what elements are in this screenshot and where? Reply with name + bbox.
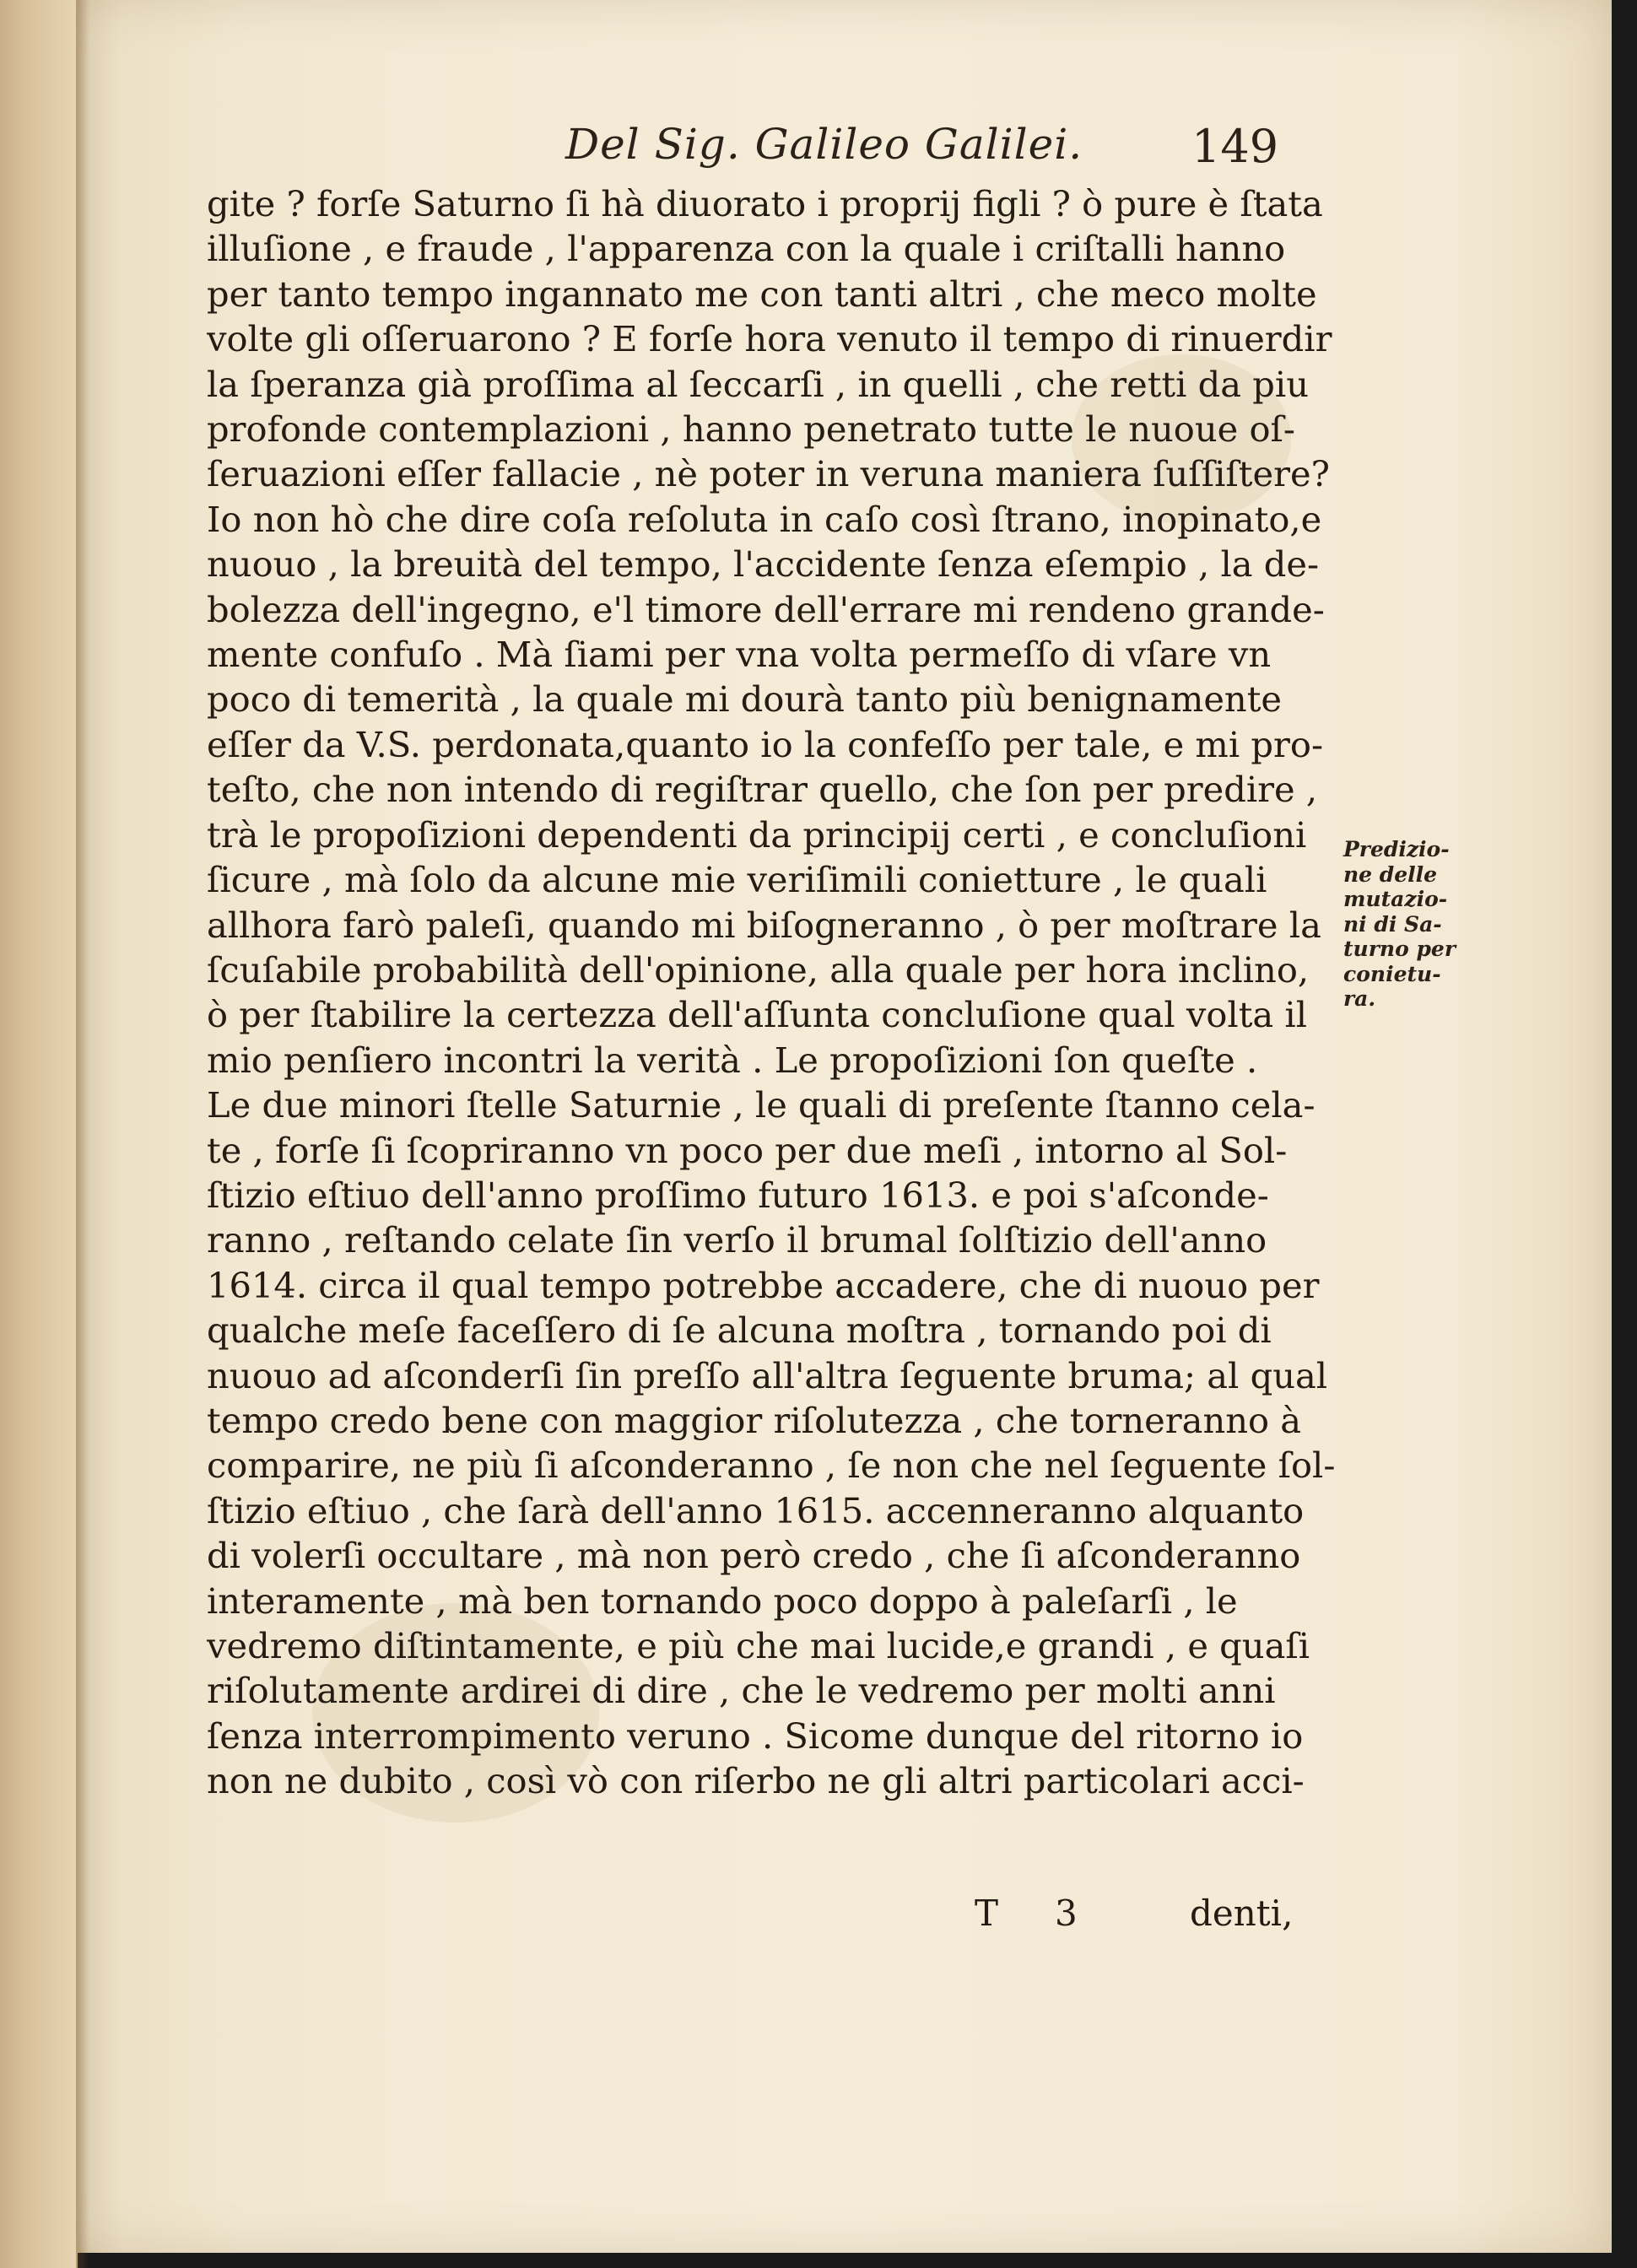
text-line: eſſer da V.S. perdonata,quanto io la confeſſo per tale, e mi pro- <box>207 723 1323 765</box>
text-line: mente confuſo . Mà ſiami per vna volta permeſſo di vſare vn <box>207 634 1272 676</box>
text-line: la ſperanza già proſſima al ſeccarſi , in quelli , che retti da piu <box>207 363 1310 405</box>
catchword: denti, <box>1190 1893 1294 1934</box>
text-line: riſolutamente ardirei di dire , che le vedremo per molti anni <box>207 1670 1276 1712</box>
margin-note <box>1343 837 1495 1012</box>
text-line: comparire, ne più ſi aſconderanno , ſe non che nel ſeguente ſol- <box>207 1444 1336 1487</box>
text-line: ſcuſabile probabilità dell'opinione, alla quale per hora inclino, <box>207 948 1310 991</box>
body-text <box>207 181 1354 1804</box>
text-line: Io non hò che dire coſa reſoluta in caſo così ſtrano, inopinato,e <box>207 498 1322 540</box>
text-line: allhora farò paleſi, quando mi biſogneranno , ò per moſtrare la <box>207 904 1321 946</box>
text-line: nuouo , la breuità del tempo, l'accidente ſenza eſempio , la de- <box>207 543 1320 586</box>
text-line: vedremo diſtintamente, e più che mai lucide,e grandi , e quaſi <box>207 1625 1310 1666</box>
text-line: mio penſiero incontri la verità . Le propoſizioni ſon queſte . <box>207 1039 1258 1081</box>
margin-note-line: turno per <box>1343 937 1456 961</box>
margin-note-line: Predizio- <box>1343 837 1450 861</box>
text-line: illuſione , e fraude , l'apparenza con la quale i criſtalli hanno <box>207 228 1286 270</box>
text-line: teſto, che non intendo di regiſtrar quello, che ſon per predire , <box>207 769 1318 811</box>
text-line: tempo credo bene con maggior riſolutezza , che torneranno à <box>207 1399 1302 1441</box>
text-line: ſtizio eſtiuo dell'anno proſſimo futuro 1613. e poi s'aſconde- <box>207 1174 1269 1216</box>
text-line: Le due minori ſtelle Saturnie , le quali di preſente ſtanno cela- <box>207 1084 1316 1126</box>
text-line: poco di temerità , la quale mi dourà tanto più benignamente <box>207 678 1283 721</box>
text-line: non ne dubito , così vò con riſerbo ne gli altri particolari acci- <box>207 1760 1305 1802</box>
margin-note-line: ni di Sa- <box>1343 911 1442 937</box>
margin-note-line: mutazio- <box>1343 887 1448 911</box>
margin-note-line: conietu- <box>1343 961 1441 986</box>
running-head: Del Sig. Galileo Galilei. <box>565 120 1083 169</box>
text-line: 1614. circa il qual tempo potrebbe accadere, che di nuouo per <box>207 1264 1320 1306</box>
text-line: ſtizio eſtiuo , che ſarà dell'anno 1615. accenneranno alquanto <box>207 1489 1305 1531</box>
text-line: profonde contemplazioni , hanno penetrato tutte le nuoue oſ- <box>207 408 1295 451</box>
text-line: te , forſe ſi ſcopriranno vn poco per due meſi , intorno al Sol- <box>207 1129 1288 1171</box>
text-line: ſicure , mà ſolo da alcune mie veriſimili conietture , le quali <box>207 859 1267 901</box>
page-number: 149 <box>1191 120 1279 173</box>
text-line: interamente , mà ben tornando poco doppo à paleſarſi , le <box>207 1580 1238 1622</box>
text-line: ò per ſtabilire la certezza dell'aſſunta concluſione qual volta il <box>207 994 1308 1036</box>
text-line: ranno , reſtando celate ſin verſo il brumal ſolſtizio dell'anno <box>207 1219 1267 1261</box>
text-line: di volerſi occultare , mà non però credo , che ſi aſconderanno <box>207 1535 1301 1577</box>
margin-note-line: ne delle <box>1343 861 1438 887</box>
text-line: trà le propoſizioni dependenti da principij certi , e concluſioni <box>207 813 1307 856</box>
text-line: volte gli oſſeruarono ? E forſe hora venuto il tempo di rinuerdir <box>207 318 1332 360</box>
text-line: gite ? forſe Saturno ſi hà diuorato i proprij figli ? ò pure è ſtata <box>207 183 1323 224</box>
text-line: nuouo ad aſconderſi ſin preſſo all'altra ſeguente bruma; al qual <box>207 1354 1328 1396</box>
text-line: ſeruazioni eſſer fallacie , nè poter in veruna maniera ſuſſiſtere? <box>207 453 1330 495</box>
signature-mark: T <box>975 1893 999 1934</box>
gutter-shadow <box>78 0 89 2268</box>
signature-number: 3 <box>1055 1893 1078 1934</box>
text-line: per tanto tempo ingannato me con tanti altri , che meco molte <box>207 273 1317 315</box>
text-line: ſenza interrompimento veruno . Sicome dunque del ritorno io <box>207 1714 1304 1757</box>
text-line: bolezza dell'ingegno, e'l timore dell'errare mi rendeno grande- <box>207 588 1325 630</box>
text-line: qualche meſe faceſſero di ſe alcuna moſtra , tornando poi di <box>207 1310 1272 1352</box>
book-gutter <box>0 0 78 2268</box>
margin-note-line: ra. <box>1343 986 1376 1011</box>
